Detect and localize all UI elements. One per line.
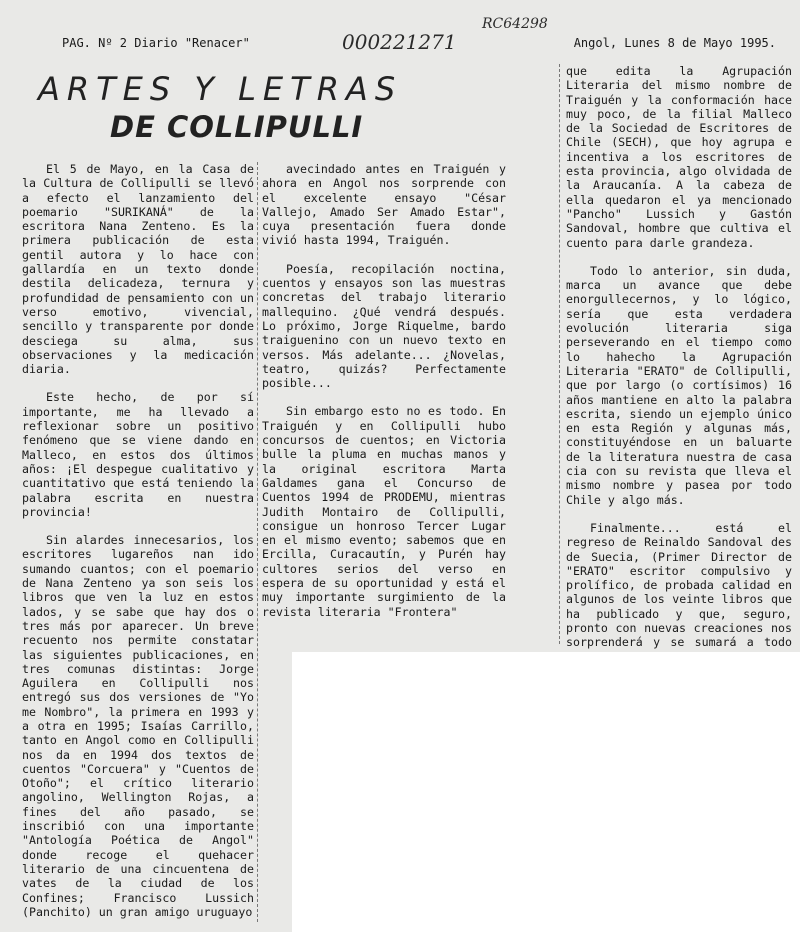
handwritten-reference-code: RC64298: [482, 16, 548, 32]
column-divider: [257, 162, 258, 922]
paragraph: Este hecho, de por sí importante, me ha llevado a reflexionar sobre un positivo fenómeno que se viene dando en Malleco, en estos dos últimos años: ¡El despegue cualitativo y cuantitativo que está teniendo la palabra escrita en nuestra provincia!: [22, 390, 254, 519]
headline-line-2: DE COLLIPULLI: [110, 110, 364, 144]
paragraph: que edita la Agrupación Literaria del mismo nombre de Traiguén y la conformación hace muy poco, de la filial Malleco de la Sociedad de Escritores de Chile (SECH), que hoy agrupa e incentiva a los escritores de esta provincia, algo olvidada de la Araucanía. A la cabeza de ella quedaron el ya mencionado "Pancho" Lussich y Gastón Sandoval, hombre que cultiva el cuento para darle grandeza.: [566, 64, 792, 250]
article-column-1: [22, 162, 254, 933]
blank-paper-area: [292, 652, 800, 932]
column-divider: [559, 64, 560, 644]
paragraph: Sin alardes innecesarios, los escritores lugareños nan ido sumando cuantos; con el poemario de Nana Zenteno ya son seis los libros que ven la luz en estos lados, y se sabe que hay dos o tres más por aparecer. Un breve recuento nos permite constatar las siguientes publicaciones, en tres comunas distintas: Jorge Aguilera en Collipulli nos entregó sus dos versiones de "Yo me Nombro", la primera en 1993 y a otra en 1995; Isaías Carrillo, tanto en Angol como en Collipulli nos da en 1994 dos textos de cuentos "Corcuera" y "Cuentos de Otoño"; el crítico literario angolino, Wellington Rojas, a fines del año pasado, se inscribió con una importante "Antología Poética de Angol" donde recoge el quehacer literario de una cincuentena de vates de la ciudad de los Confines; Francisco Lussich (Panchito) un gran amigo uruguayo: [22, 533, 254, 919]
paragraph: Sin embargo esto no es todo. En Traiguén y en Collipulli hubo concursos de cuentos; en Victoria bulle la pluma en muchas manos y la original escritora Marta Galdames gana el Concurso de Cuentos 1994 de PRODEMU, mientras Judith Montairo de Collipulli, consigue un honroso Tercer Lugar en el mismo evento; sabemos que en Ercilla, Curacautín, y Purén hay cultores serios del verso en espera de su oportunidad y está el muy importante surgimiento de la revista literaria "Frontera": [262, 404, 506, 619]
headline-line-1: ARTES Y LETRAS: [38, 70, 403, 108]
paragraph: Todo lo anterior, sin duda, marca un avance que debe enorgullecernos, y lo lógico, sería que esta verdadera evolución literaria siga perseverando en el tiempo como lo hahecho la Agrupación Literaria "ERATO" de Collipulli, que por largo (o cortísimos) 16 años mantiene en alto la palabra escrita, siendo un ejemplo único en esta Región y algunas más, constituyéndose en un baluarte de la literatura nuestra de casa cia con su revista que lleva el mismo nombre y pasea por todo Chile y algo más.: [566, 263, 792, 507]
paragraph: avecindado antes en Traiguén y ahora en Angol nos sorprende con el excelente ensayo "César Vallejo, Amado Ser Amado Estar", cuya presentación fuera donde vivió hasta 1994, Traiguén.: [262, 162, 506, 248]
article-column-2: [262, 162, 506, 633]
paragraph: Poesía, recopilación noctina, cuentos y ensayos son las muestras concretas del trabajo literario mallequino. ¿Qué vendrá después. Lo próximo, Jorge Riquelme, bardo traiguenino con un nuevo texto en versos. Más adelante... ¿Novelas, teatro, quizás? Perfectamente posible...: [262, 261, 506, 391]
article-column-3: [566, 64, 792, 692]
header-page-label: PAG. Nº 2 Diario "Renacer": [62, 36, 250, 50]
paragraph: Finalmente... está el regreso de Reinaldo Sandoval des de Suecia, (Primer Director de "ERATO" escritor compulsivo y prolífico, de probada calidad en algunos de los veinte libros que ha publicado y que, seguro, pronto con nuevas creaciones nos sorprenderá y se sumará a todo: [566, 520, 792, 650]
paragraph: El 5 de Mayo, en la Casa de la Cultura de Collipulli se llevó a efecto el lanzamiento del poemario "SURIKANÁ" de la escritora Nana Zenteno. Es la primera publicación de esta gentil autora y lo hace con gallardía en un texto donde destila delicadeza, ternura y profundidad de pensamiento con un verso emotivo, vivencial, sencillo y transparente por donde desciega su alma, sus observaciones y la medicación diaria.: [22, 162, 254, 377]
handwritten-catalog-number: 000221271: [342, 30, 457, 54]
page-header: [62, 16, 788, 54]
header-date: Angol, Lunes 8 de Mayo 1995.: [573, 36, 776, 50]
